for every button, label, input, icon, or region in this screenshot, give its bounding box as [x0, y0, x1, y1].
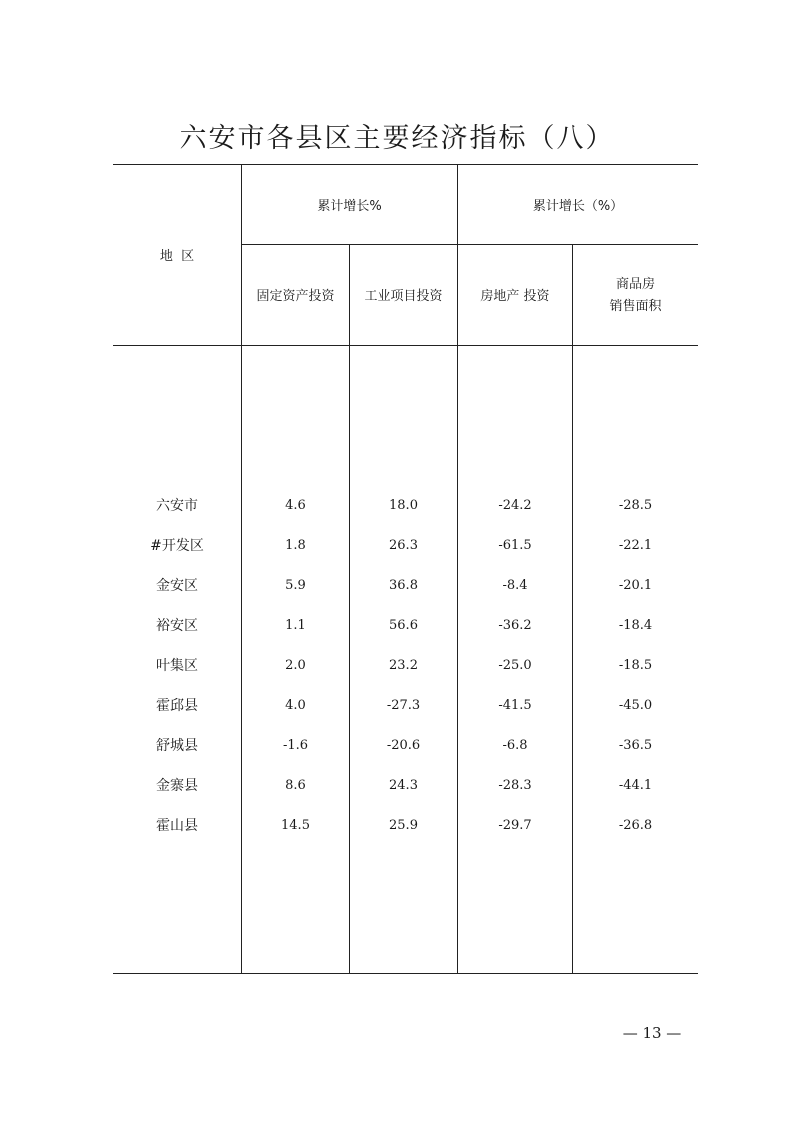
industrial-cell: -27.3 — [386, 698, 421, 713]
fixed-asset-cell: 1.1 — [285, 618, 306, 633]
housing-sales-cell: -45.0 — [618, 698, 653, 713]
region-cell: 霍山县 — [156, 818, 198, 834]
region-cell: 霍邱县 — [156, 698, 198, 714]
housing-sales-cell: -26.8 — [618, 818, 653, 833]
real-estate-cell: -61.5 — [498, 538, 532, 553]
real-estate-cell: -36.2 — [498, 618, 532, 633]
region-cell: #开发区 — [150, 538, 204, 554]
industrial-cell: 56.6 — [389, 618, 418, 633]
housing-sales-cell: -28.5 — [618, 498, 653, 513]
housing-sales-cell: -18.4 — [618, 618, 653, 633]
industrial-cell: 36.8 — [389, 578, 418, 593]
fixed-asset-investment-header: 固定资产投资 — [256, 289, 335, 304]
real-estate-cell: -25.0 — [498, 658, 532, 673]
page-number: — 13 — — [622, 1024, 682, 1042]
fixed-asset-cell: 5.9 — [285, 578, 306, 593]
industrial-cell: 24.3 — [389, 778, 418, 793]
housing-sales-cell: -20.1 — [618, 578, 653, 593]
real-estate-cell: -41.5 — [498, 698, 532, 713]
region-cell: 裕安区 — [156, 618, 198, 634]
industrial-cell: 25.9 — [389, 818, 418, 833]
fixed-asset-cell: 2.0 — [285, 658, 306, 673]
region-cell: 舒城县 — [156, 738, 198, 754]
region-cell: 叶集区 — [156, 658, 198, 674]
real-estate-cell: -8.4 — [502, 578, 528, 593]
region-cell: 金安区 — [156, 578, 198, 594]
page-title: 六安市各县区主要经济指标（八） — [179, 123, 615, 154]
cumulative-growth-header: 累计增长% — [317, 199, 382, 214]
column-divider — [349, 244, 350, 974]
fixed-asset-cell: 4.6 — [285, 498, 306, 513]
housing-sales-cell: -18.5 — [618, 658, 653, 673]
fixed-asset-cell: 8.6 — [285, 778, 306, 793]
industrial-cell: -20.6 — [386, 738, 421, 753]
housing-sales-area-header — [573, 274, 698, 318]
table-top-rule — [113, 164, 698, 165]
industrial-cell: 26.3 — [389, 538, 418, 553]
fixed-asset-cell: -1.6 — [282, 738, 309, 753]
industrial-cell: 23.2 — [389, 658, 418, 673]
real-estate-cell: -6.8 — [502, 738, 528, 753]
group-header-rule — [242, 244, 698, 245]
table-bottom-rule — [113, 973, 698, 974]
fixed-asset-cell: 14.5 — [281, 818, 310, 833]
cumulative-growth-header: 累计增长（%） — [532, 199, 624, 214]
real-estate-cell: -29.7 — [498, 818, 532, 833]
housing-sales-cell: -36.5 — [618, 738, 653, 753]
fixed-asset-cell: 4.0 — [285, 698, 306, 713]
region-header: 地 区 — [159, 249, 195, 264]
housing-sales-area-line2: 销售面积 — [609, 299, 662, 314]
region-cell: 六安市 — [156, 498, 198, 514]
housing-sales-area-line1: 商品房 — [615, 277, 655, 292]
real-estate-cell: -24.2 — [498, 498, 532, 513]
real-estate-investment-header: 房地产 投资 — [480, 289, 550, 304]
industrial-cell: 18.0 — [389, 498, 418, 513]
housing-sales-cell: -22.1 — [618, 538, 653, 553]
housing-sales-cell: -44.1 — [618, 778, 653, 793]
region-cell: 金寨县 — [156, 778, 198, 794]
fixed-asset-cell: 1.8 — [285, 538, 306, 553]
column-divider — [572, 244, 573, 974]
industrial-investment-header: 工业项目投资 — [364, 289, 443, 304]
header-bottom-rule — [113, 345, 698, 346]
real-estate-cell: -28.3 — [498, 778, 532, 793]
